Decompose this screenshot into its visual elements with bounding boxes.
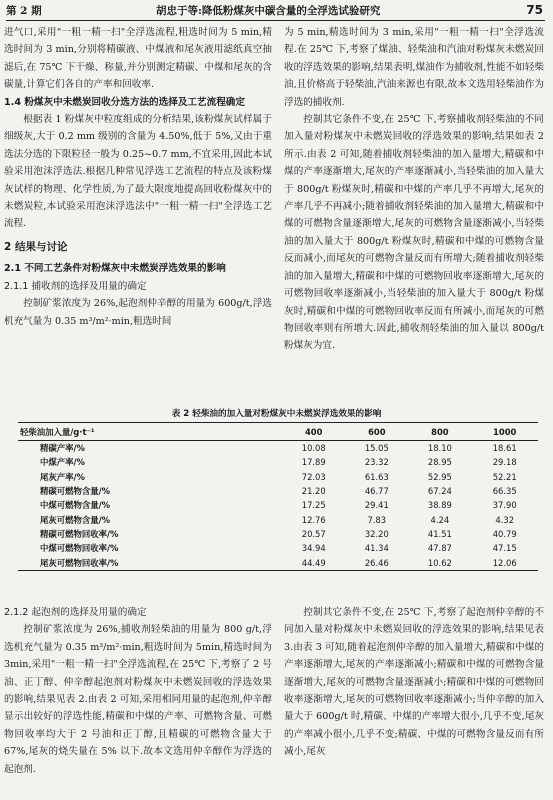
- header-rule: [6, 20, 545, 21]
- table-cell: 52.21: [492, 471, 517, 482]
- column-header: 600: [345, 423, 408, 441]
- section-heading-2-1-1: 2.1.1 捕收剂的选择及用量的确定: [4, 280, 147, 292]
- table-cell: 4.32: [495, 514, 515, 525]
- table-row: [18, 455, 538, 469]
- table-cell: 17.89: [301, 457, 326, 468]
- table-cell: 18.61: [492, 443, 517, 454]
- paragraph: 控制矿浆浓度为 26%,起泡剂仲辛醇的用量为 600g/t,浮选机充气量为 0.35 m³/m²·min,粗选时间: [4, 298, 272, 327]
- row-label: 精碳可燃物含量/%: [40, 486, 111, 497]
- table-cell: 67.24: [427, 486, 452, 497]
- table-row: [18, 441, 538, 456]
- column-header: 400: [282, 423, 345, 441]
- paragraph: 控制矿浆浓度为 26%,捕收剂轻柴油的用量为 800 g/t,浮选机充气量为 0.35 m³/m²·min,粗选时间为 5min,精选时间为 3min,采用"一粗一精一扫"全浮选流程,在 25℃ 下,考察了 2 号油、正丁醇、仲辛醇起泡剂对粉煤灰中未燃炭回收的浮选效果的影响,结果见表 2.由表 2 可知,采用相同用量的起泡剂,仲辛醇显示出较好的浮选性能,精碳和中煤的产率、可燃物含量、可燃物回收率均大于 2 号油和正丁醇,且精碳的可燃物含量大于 67%,尾灰的烧失量在 5% 以下.故本文选用仲辛醇作为浮选的起泡剂.: [4, 624, 272, 775]
- table-cell: 20.57: [301, 528, 326, 539]
- table-cell: 21.20: [301, 486, 326, 497]
- section-heading-2-1-2: 2.1.2 起泡剂的选择及用量的确定: [4, 607, 147, 618]
- right-column-bottom: [284, 604, 544, 761]
- page-number: 75: [526, 3, 543, 17]
- paragraph: 根据表 1 粉煤灰中粒度组成的分析结果,该粉煤灰试样属于细级灰,大于 0.2 mm 级别的含量为 4.50%,低于 5%,又由于重选法分选的下限粒径一般为 0.25~0.7 mm,不宜采用,因此本试验采用泡沫浮选法.根据几种常见浮选工艺流程的特点及该粉煤灰试样的物理、化学性质,为了最大限度地提高回收粉煤灰中的未燃炭粒,本试验采用泡沫浮选法中"一粗一精一扫"全浮选工艺流程.: [4, 114, 272, 230]
- running-title: 胡忠于等:降低粉煤灰中碳含量的全浮选试验研究: [156, 5, 381, 17]
- row-label: 中煤可燃物回收率/%: [40, 543, 119, 554]
- table-cell: 47.15: [492, 543, 517, 554]
- table-cell: 32.20: [364, 528, 389, 539]
- issue-number: 第 2 期: [6, 5, 42, 17]
- table-cell: 29.18: [492, 457, 517, 468]
- table-row: [18, 541, 538, 555]
- table-cell: 41.51: [427, 528, 452, 539]
- table-corner-header: 轻柴油加入量/g·t⁻¹: [18, 423, 282, 441]
- table-row: [18, 555, 538, 570]
- table-row: [18, 498, 538, 512]
- right-column-top: [284, 24, 544, 355]
- table-row: [18, 470, 538, 484]
- table-cell: 72.03: [301, 471, 326, 482]
- table-cell: 34.94: [301, 543, 326, 554]
- table-row: [18, 484, 538, 498]
- table-cell: 28.95: [427, 457, 452, 468]
- table-cell: 7.83: [367, 514, 387, 525]
- table-cell: 17.25: [301, 500, 326, 511]
- table-cell: 52.95: [427, 471, 452, 482]
- row-label: 尾灰可燃物回收率/%: [18, 555, 282, 570]
- row-label: 中煤产率/%: [40, 457, 85, 468]
- table-cell: 26.46: [345, 555, 408, 570]
- table-cell: 61.63: [364, 471, 389, 482]
- row-label: 尾灰产率/%: [40, 471, 85, 482]
- table-cell: 44.49: [282, 555, 345, 570]
- table-row: [18, 512, 538, 526]
- table-caption: 表 2 轻柴油的加入量对粉煤灰中未燃炭浮选效果的影响: [171, 409, 382, 419]
- table-cell: 10.62: [408, 555, 471, 570]
- running-header: [6, 3, 543, 19]
- paragraph: 控制其它条件不变,在 25℃ 下,考察了起泡剂仲辛醇的不同加入量对粉煤灰中未燃炭回收的浮选效果的影响,结果见表 3.由表 3 可知,随着起泡剂仲辛醇的加入量增大,精碳和中煤的产率逐渐增大,尾灰的产率逐渐减小;精碳和中煤的可燃物含量逐渐增大,尾灰的可燃物含量逐渐减小;精碳和中煤的可燃物回收率逐渐增大,尾灰的可燃物回收率逐渐减小;当仲辛醇的加入量大于 600g/t 时,精碳、中煤的产率增大很小,几乎不变,尾灰的产率减小很小,几乎不变;精碳、中煤的可燃物含量反而有所减小,尾灰: [284, 607, 544, 758]
- column-header: 1000: [471, 423, 538, 441]
- section-heading-2-1: 2.1 不同工艺条件对粉煤灰中未燃炭浮选效果的影响: [4, 263, 226, 275]
- table-cell: 46.77: [364, 486, 389, 497]
- section-heading-1-4: 1.4 粉煤灰中未燃炭回收分选方法的选择及工艺流程确定: [4, 96, 245, 108]
- column-header: 800: [408, 423, 471, 441]
- table-cell: 37.90: [492, 500, 517, 511]
- table-cell: 4.24: [430, 514, 450, 525]
- section-heading-2: 2 结果与讨论: [4, 240, 68, 253]
- row-label: 精碳可燃物回收率/%: [40, 528, 119, 539]
- table-cell: 41.34: [364, 543, 389, 554]
- table-cell: 38.89: [427, 500, 452, 511]
- row-label: 尾灰可燃物含量/%: [40, 514, 111, 525]
- paragraph: 进气口,采用"一粗一精一扫"全浮选流程,粗选时间为 5 min,精选时间为 3 min,分别将精碳液、中煤液和尾灰液用滤纸真空抽滤后,在 75℃ 下干燥、称量,并分别测定精碳、中煤和尾灰的含碳量,计算它们各自的产率和回收率.: [4, 27, 272, 91]
- table-header-row: [18, 423, 538, 441]
- table-cell: 10.08: [301, 443, 326, 454]
- row-label: 精碳产率/%: [40, 443, 85, 454]
- paragraph: 控制其它条件不变,在 25℃ 下,考察捕收剂轻柴油的不同加入量对粉煤灰中未燃炭回收的浮选效果的影响,结果如表 2 所示.由表 2 可知,随着捕收剂轻柴油的加入量增大,精碳和中煤的产率逐渐增大,尾灰的产率逐渐减小,当轻柴油的加入量大于 800g/t 粉煤灰时,精碳和中煤的产率几乎不再增大,尾灰的产率几乎不再减小;随着捕收剂轻柴油的加入量增大,精碳和中煤的可燃物含量逐渐增大,尾灰的可燃物含量逐渐减小,当轻柴油的加入量大于 800g/t 粉煤灰时,精碳和中煤的可燃物含量反而减小,而尾灰的可燃物含量反而有所增大;随着捕收剂轻柴油的加入量增大,精碳和中煤的可燃物回收率逐渐增大,尾灰的可燃物回收率逐渐减小,当轻柴油的加入量大于 800g/t 粉煤灰时,精碳和中煤的可燃物回收率反而有所减小,而尾灰的可燃物回收率则有所增大.因此,捕收剂轻柴油的加入量以 800g/t 粉煤灰为宜.: [284, 114, 544, 352]
- table-cell: 47.87: [427, 543, 452, 554]
- table-cell: 40.79: [492, 528, 517, 539]
- table-cell: 29.41: [364, 500, 389, 511]
- table-cell: 66.35: [492, 486, 517, 497]
- table-cell: 18.10: [427, 443, 452, 454]
- table-cell: 23.32: [364, 457, 389, 468]
- data-table-2: [18, 422, 538, 571]
- table-cell: 12.06: [471, 555, 538, 570]
- left-column-top: [4, 24, 272, 330]
- left-column-bottom: [4, 604, 272, 778]
- table-row: [18, 527, 538, 541]
- row-label: 中煤可燃物含量/%: [40, 500, 111, 511]
- table-cell: 12.76: [301, 514, 326, 525]
- paragraph: 为 5 min,精选时间为 3 min,采用"一粗一精一扫"全浮选流程.在 25℃ 下,考察了煤油、轻柴油和汽油对粉煤灰未燃炭回收的浮选效果的影响,结果表明,煤油作为捕收剂,性能不如轻柴油,且价格高于轻柴油,汽油来源也有限,故本文选用轻柴油作为浮选的捕收剂.: [284, 27, 544, 108]
- table-cell: 15.05: [364, 443, 389, 454]
